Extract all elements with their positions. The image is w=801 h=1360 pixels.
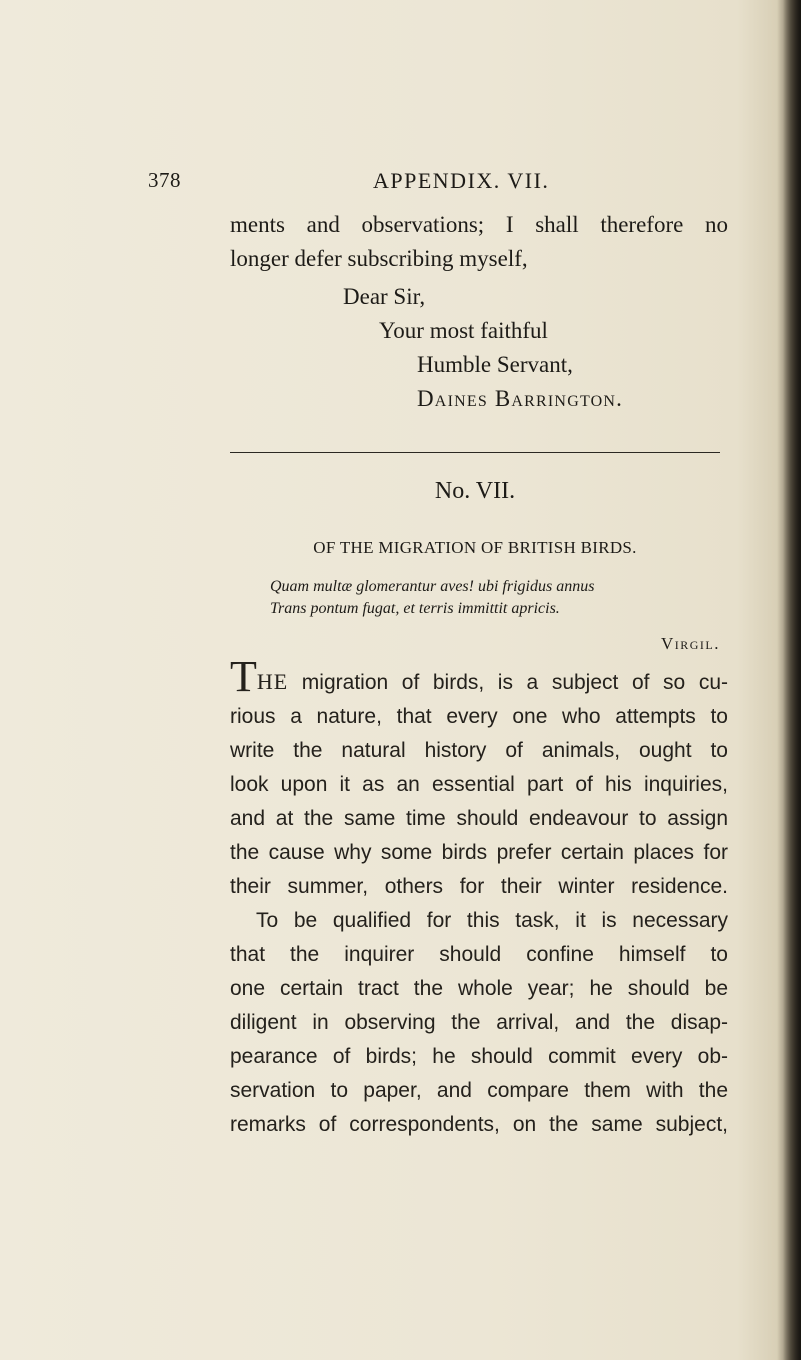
- text-line: and at the same time should endeavour to assign: [230, 807, 728, 830]
- text-line: pearance of birds; he should commit every ob-: [230, 1045, 728, 1068]
- text-line: ments and observations; I shall therefore no: [230, 212, 728, 237]
- running-head-title: APPENDIX. VII.: [373, 168, 550, 193]
- text-line: that the inquirer should confine himself to: [230, 943, 728, 966]
- text-line: servation to paper, and compare them with the: [230, 1079, 728, 1102]
- drop-cap: T: [230, 652, 257, 701]
- epigraph-line: Quam multæ glomerantur aves! ubi frigidus annus: [270, 578, 595, 595]
- text-line: the cause why some birds prefer certain places for: [230, 841, 728, 864]
- body-text: [230, 652, 728, 1142]
- first-line-rest: migration of birds, is a subject of so cu-: [288, 671, 728, 694]
- text-line: longer defer subscribing myself,: [230, 246, 528, 271]
- epigraph: [270, 576, 720, 620]
- text-line: write the natural history of animals, ought to: [230, 739, 728, 762]
- text-line: rious a nature, that every one who attempts to: [230, 705, 728, 728]
- first-word-rest: HE: [256, 669, 289, 694]
- text-line: remarks of correspondents, on the same subject,: [230, 1113, 728, 1136]
- letter-sign-off: [230, 280, 623, 416]
- page-binding-edge: [783, 0, 801, 1360]
- text-line: one certain tract the whole year; he should be: [230, 977, 728, 1000]
- letter-closing-paragraph: [230, 208, 728, 276]
- text-line: diligent in observing the arrival, and the disap-: [230, 1011, 728, 1034]
- text-line: To be qualified for this task, it is necessary: [256, 909, 728, 932]
- epigraph-line: Trans pontum fugat, et terris immittit apricis.: [270, 600, 560, 617]
- epigraph-source: Virgil.: [660, 634, 720, 653]
- salutation: Dear Sir,: [343, 284, 426, 309]
- section-number: No. VII.: [434, 478, 516, 504]
- closing-line-2: Humble Servant,: [417, 352, 573, 377]
- text-line: their summer, others for their winter residence.: [230, 875, 728, 898]
- running-head: [148, 168, 728, 198]
- text-line: [230, 652, 728, 701]
- signature: Daines Barrington.: [417, 386, 624, 411]
- section-title: OF THE MIGRATION OF BRITISH BIRDS.: [313, 538, 637, 557]
- page-number: 378: [148, 168, 181, 192]
- text-line: look upon it as an essential part of his inquiries,: [230, 773, 728, 796]
- section-divider: [230, 452, 720, 453]
- closing-line-1: Your most faithful: [379, 318, 548, 343]
